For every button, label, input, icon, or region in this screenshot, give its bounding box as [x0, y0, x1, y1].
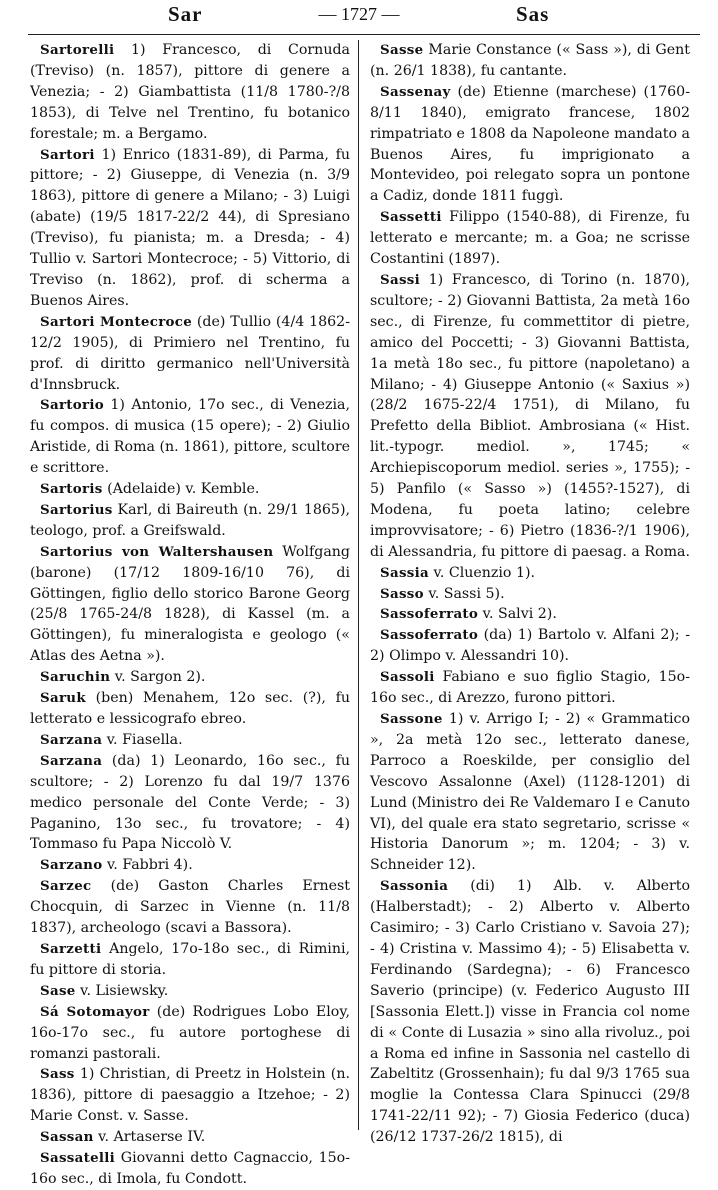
dictionary-entry [370, 270, 690, 563]
entry-headword: Sartorius [40, 501, 113, 518]
entry-text: (de) Rodrigues Lobo Eloy, 16o-17o sec., fu autore portoghese di romanzi pastorali. [30, 1003, 350, 1062]
entry-text: (ben) Menahem, 12o sec. (?), fu letterato e lessicografo ebreo. [30, 690, 350, 727]
dictionary-entry [30, 312, 350, 396]
header-left-guide-word: Sar [168, 2, 203, 26]
entry-text: 1) Antonio, 17o sec., di Venezia, fu compos. di musica (15 opere); - 2) Giulio Aristide, di Roma (n. 1861), pittore, scultore e scrittore. [30, 397, 350, 477]
dictionary-entry [30, 688, 350, 730]
entry-text: v. Sargon 2). [110, 669, 206, 686]
entry-text: 1) v. Arrigo I; - 2) « Grammatico », 2a metà 12o sec., letterato danese, Parroco a Roeskilde, per consiglio del Vescovo Assalonne (Axel) (1128-1201) di Lund (Ministro dei Re Valdemaro I e Canuto VI), del quale era stato segretario, scrisse « Historia Danorum »; m. 1204; - 3) v. Schneider 12). [370, 711, 690, 874]
entry-text: (da) 1) Leonardo, 16o sec., fu scultore; - 2) Lorenzo fu dal 19/7 1376 medico personale del Conte Verde; - 3) Paganino, 13o sec., fu trovatore; - 4) Tommaso fu Papa Niccolò V. [30, 752, 350, 853]
entry-text: 1) Francesco, di Torino (n. 1870), scultore; - 2) Giovanni Battista, 2a metà 16o sec., di Firenze, fu commettitor di pietre, amico del Poccetti; - 3) Giovanni Battista, 1a metà 18o sec., fu pittore (napoletano) a Milano; - 4) Giuseppe Antonio (« Saxius ») (28/2 1675-22/4 1751), di Milano, fu Prefetto della Bibliot. Ambrosiana (« Hist. lit.-typogr. mediol. », 1745; « Archiepiscoporum mediol. series », 1755); - 5) Panfilo (« Sasso ») (1455?-1527), di Modena, fu poeta latino; celebre improvvisatore; - 6) Pietro (1836-?/1 1906), di Alessandria, fu pittore di paesag. a Roma. [370, 271, 691, 560]
entry-headword: Sass [40, 1066, 75, 1083]
entry-text: Filippo (1540-88), di Firenze, fu letterato e mercante; m. a Goa; ne scrisse Costantini (1897). [370, 209, 690, 268]
entry-text: v. Salvi 2). [478, 606, 557, 623]
dictionary-entry [370, 82, 690, 207]
dictionary-entry [30, 1002, 350, 1065]
dictionary-entry [30, 1148, 350, 1190]
entry-headword: Sasso [380, 585, 424, 602]
dictionary-entry [30, 1127, 350, 1148]
entry-text: Karl, di Baireuth (n. 29/1 1865), teologo, prof. a Greifswald. [30, 501, 350, 539]
column-separator [358, 40, 359, 1130]
entry-headword: Sassoferrato [380, 606, 479, 623]
dictionary-entry [370, 584, 690, 605]
dictionary-entry [370, 207, 690, 270]
dictionary-entry [370, 625, 690, 667]
right-column [370, 40, 691, 1146]
entry-text: Giovanni detto Cagnaccio, 15o-16o sec., di Imola, fu Condott. [30, 1150, 350, 1187]
dictionary-entry [370, 667, 690, 709]
dictionary-entry [370, 40, 690, 82]
dictionary-entry [370, 709, 690, 876]
dictionary-entry [30, 40, 350, 145]
entry-headword: Sarzana [40, 731, 103, 748]
page-header [0, 0, 718, 32]
entry-headword: Saruk [40, 690, 86, 707]
entry-headword: Sartori [40, 146, 95, 163]
dictionary-entry [370, 604, 690, 625]
entry-text: v. Fiasella. [102, 731, 183, 748]
entry-headword: Sartorius von Waltershausen [40, 543, 274, 560]
entry-headword: Sase [40, 982, 76, 999]
entry-headword: Sarzana [40, 752, 103, 769]
entry-text: v. Lisiewsky. [75, 982, 169, 999]
entry-headword: Sartori Montecroce [40, 313, 193, 330]
entry-text: 1) Enrico (1831-89), di Parma, fu pittore; - 2) Giuseppe, di Venezia (n. 3/9 1863), pittore di genere a Milano; - 3) Luigi (abate) (19/5 1817-22/2 44), di Spresiano (Treviso), fu pianista; m. a Dresda; - 4) Tullio v. Sartori Montecroce; - 5) Vittorio, di Treviso (n. 1862), prof. di scherma a Buenos Aires. [30, 146, 350, 309]
entry-text: v. Artaserse IV. [93, 1129, 206, 1146]
dictionary-entry [30, 667, 350, 688]
entry-text: 1) Francesco, di Cornuda (Treviso) (n. 1857), pittore di genere a Venezia; - 2) Giambattista (11/8 1780-?/8 1853), di Telve nel Trentino, fu botanico forestale; m. a Bergamo. [30, 42, 350, 142]
entry-text: (de) Etienne (marchese) (1760-8/11 1840), emigrato francese, 1802 rimpatriato e 1808 da Napoleone mandato a Buenos Aires, fu imprigionato a Montevideo, poi relegato sopra un pontone a Cadiz, donde 1811 fuggì. [370, 83, 690, 205]
entry-headword: Sasse [380, 42, 424, 58]
entry-text: Fabiano e suo figlio Stagio, 15o-16o sec., di Arezzo, furono pittori. [370, 669, 690, 707]
entry-headword: Sassia [380, 564, 429, 581]
dictionary-entry [370, 876, 690, 1148]
entry-headword: Sassone [380, 711, 443, 727]
header-rule [28, 34, 700, 35]
dictionary-entry [30, 1064, 350, 1127]
entry-headword: Sartoris [40, 481, 103, 498]
entry-text: (Adelaide) v. Kemble. [102, 481, 260, 498]
page-number: — 1727 — [318, 4, 400, 24]
entry-text: (de) Tullio (4/4 1862-12/2 1905), di Primiero nel Trentino, fu prof. di diritto germanico nell'Università d'Innsbruck. [30, 313, 350, 393]
left-column [30, 40, 351, 1187]
dictionary-entry [30, 542, 350, 667]
entry-text: Wolfgang (barone) (17/12 1809-16/10 76), di Göttingen, figlio dello storico Barone Georg (25/8 1765-24/8 1828), di Kassel (m. a Göttingen), fu mineralogista e geologo (« Atlas des Aetna »). [30, 543, 351, 665]
entry-headword: Sartorio [40, 397, 104, 414]
entry-headword: Sassoli [380, 669, 435, 686]
entry-text: Marie Constance (« Sass »), di Gent (n. 26/1 1838), fu cantante. [370, 42, 690, 79]
entry-text: v. Fabbri 4). [102, 857, 193, 874]
entry-headword: Sassetti [380, 209, 442, 226]
dictionary-entry [30, 500, 350, 542]
dictionary-entry [30, 876, 350, 939]
dictionary-entry [30, 395, 350, 479]
entry-headword: Sassan [40, 1129, 94, 1146]
entry-headword: Sá Sotomayor [40, 1003, 150, 1020]
entry-text: (di) 1) Alb. v. Alberto (Halberstadt); - 2) Alberto v. Alberto Casimiro; - 3) Carlo Cristiano v. Savoia 27); - 4) Cristina v. Massimo 4); - 5) Elisabetta v. Ferdinando (Sardegna); - 6) Francesco Saverio (principe) (v. Federico Augusto III [Sassonia Elett.]) visse in Francia col nome di « Conte di Lusazia » sino alla rivoluz., poi a Roma ed infine in Sassonia nel castello di Zabeltitz (Grossenhain); fu dal 9/3 1765 sua moglie la Contessa Clara Spinucci (29/8 1741-22/11 92); - 7) Giosia Federico (duca) (26/12 1737-26/2 1815), di [370, 878, 690, 1146]
entry-headword: Sartorelli [40, 42, 115, 58]
entry-headword: Saruchin [40, 669, 111, 686]
dictionary-entry [30, 855, 350, 876]
dictionary-entry [370, 563, 690, 584]
entry-text: 1) Christian, di Preetz in Holstein (n. 1836), pittore di paesaggio a Itzehoe; - 2) Marie Const. v. Sasse. [30, 1066, 350, 1125]
dictionary-entry [30, 479, 350, 500]
dictionary-entry [30, 939, 350, 981]
entry-headword: Sarzetti [40, 940, 102, 957]
entry-text: Angelo, 17o-18o sec., di Rimini, fu pittore di storia. [30, 940, 350, 978]
dictionary-entry [30, 981, 350, 1002]
entry-headword: Sarzano [40, 857, 103, 874]
entry-text: v. Cluenzio 1). [429, 564, 536, 581]
entry-headword: Sassi [380, 271, 421, 288]
dictionary-entry [30, 145, 350, 312]
entry-headword: Sassoferrato [380, 627, 479, 644]
dictionary-entry [30, 751, 350, 856]
entry-headword: Sarzec [40, 878, 92, 895]
entry-text: (de) Gaston Charles Ernest Chocquin, di Sarzec in Vienne (n. 11/8 1837), archeologo (scavi a Bassora). [30, 878, 350, 937]
header-right-guide-word: Sas [516, 2, 550, 26]
entry-headword: Sassatelli [40, 1150, 116, 1167]
entry-headword: Sassenay [380, 83, 451, 100]
entry-text: (da) 1) Bartolo v. Alfani 2); - 2) Olimpo v. Alessandri 10). [370, 627, 690, 665]
entry-headword: Sassonia [380, 878, 449, 895]
entry-text: v. Sassi 5). [423, 585, 505, 602]
dictionary-entry [30, 730, 350, 751]
